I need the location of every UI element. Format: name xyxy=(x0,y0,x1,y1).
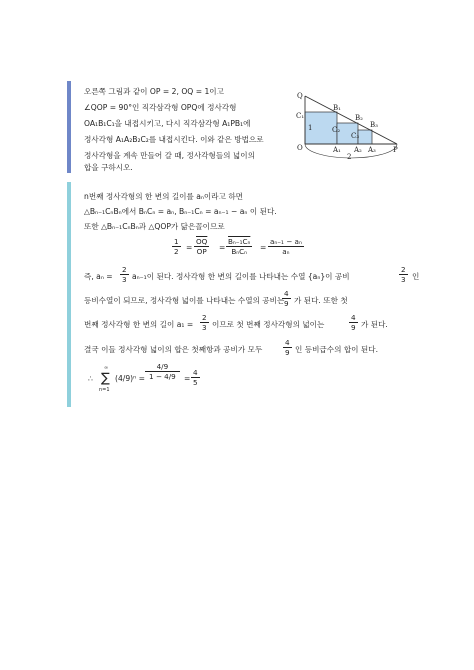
sum-result-num: 4 xyxy=(193,368,198,377)
frac-2-3-b-den: 3 xyxy=(401,275,406,284)
label-C2: C₂ xyxy=(332,126,341,134)
frac-half-num: 1 xyxy=(174,237,179,246)
frac-bc xyxy=(226,237,252,256)
eq-sign-2: = xyxy=(219,243,226,252)
solution-line-6a: 번째 정사각형 한 변의 길이 a₁ = xyxy=(84,320,194,329)
frac-a-num: aₙ₋₁ − aₙ xyxy=(270,237,302,246)
frac-op: $\overline{OP}$ xyxy=(196,247,207,256)
label-Q: Q xyxy=(297,92,303,100)
frac-2-3-b xyxy=(399,265,408,284)
square-3 xyxy=(358,130,372,144)
solution-line-6b: 이므로 첫 번째 정사각형의 넓이는 xyxy=(212,320,325,329)
frac-a xyxy=(268,237,304,256)
solution-line-3: 또한 △Bₙ₋₁CₙBₙ과 △QOP가 닮은꼴이므로 xyxy=(84,222,225,231)
eq-sign-1: = xyxy=(186,243,193,252)
frac-4-9-c xyxy=(283,338,292,357)
solution-accent-bar xyxy=(67,182,71,407)
problem-line-2: ∠QOP = 90°인 직각삼각형 OPQ에 정사각형 xyxy=(84,103,237,112)
label-B2: B₂ xyxy=(355,114,363,122)
label-O: O xyxy=(297,144,303,152)
label-C1: C₁ xyxy=(296,112,305,120)
label-A1: A₁ xyxy=(333,146,341,154)
label-length-1: 1 xyxy=(308,124,313,132)
frac-2-3-b-num: 2 xyxy=(401,265,406,274)
frac-4-9-a-den: 9 xyxy=(284,299,289,308)
problem-line-6: 합을 구하시오. xyxy=(84,163,133,172)
solution-line-5b: 가 된다. 또한 첫 xyxy=(294,296,348,305)
label-A3: A₃ xyxy=(368,146,376,154)
solution-line-4c: 인 xyxy=(412,272,420,281)
frac-a-den: aₙ xyxy=(282,247,290,256)
therefore-symbol: ∴ xyxy=(88,374,93,383)
label-length-2: 2 xyxy=(347,153,352,160)
solution-line-1: n번째 정사각형의 한 변의 길이를 aₙ이라고 하면 xyxy=(84,192,244,201)
frac-half xyxy=(172,237,181,256)
sum-result-den: 5 xyxy=(193,378,198,387)
solution-line-6c: 가 된다. xyxy=(361,320,388,329)
frac-2-3-c-den: 3 xyxy=(202,323,207,332)
solution-line-5a: 등비수열이 되므로, 정사각형 넓이를 나타내는 수열의 공비는 xyxy=(84,296,285,305)
label-C3: C₃ xyxy=(351,132,360,140)
label-B1: B₁ xyxy=(333,104,341,112)
sum-fraction-den: 1 − 4/9 xyxy=(149,372,176,381)
frac-bc-den: BₙCₙ xyxy=(231,247,248,256)
frac-half-den: 2 xyxy=(174,247,179,256)
eq-sign-3: = xyxy=(260,243,267,252)
frac-4-9-b-num: 4 xyxy=(351,313,356,322)
frac-2-3-c-num: 2 xyxy=(202,313,207,322)
sum-fraction xyxy=(145,362,180,381)
solution-line-4b: aₙ₋₁이 된다. 정사각형 한 변의 길이를 나타내는 수열 {aₙ}이 공비 xyxy=(132,272,350,281)
frac-4-9-b xyxy=(349,313,358,332)
frac-bc-num: Bₙ₋₁Cₙ xyxy=(228,237,251,246)
frac-2-3-a xyxy=(120,265,129,284)
problem-line-1: 오른쪽 그림과 같이 OP = 2, OQ = 1이고 xyxy=(84,87,224,96)
sigma-upper: ∞ xyxy=(104,365,109,371)
sum-term: (4/9)ⁿ = xyxy=(115,374,145,383)
problem-line-4: 정사각형 A₁A₂B₂C₂를 내접시킨다. 이와 같은 방법으로 xyxy=(84,135,264,144)
solution-line-7a: 결국 이들 정사각형 넓이의 합은 첫째항과 공비가 모두 xyxy=(84,345,263,354)
solution-line-2: △Bₙ₋₁CₙBₙ에서 BₙCₙ = aₙ, Bₙ₋₁Cₙ = aₙ₋₁ − aₙ 이 된다. xyxy=(84,207,277,216)
solution-line-4a: 즉, aₙ = xyxy=(84,272,113,281)
frac-4-9-a xyxy=(282,289,291,308)
problem-accent-bar xyxy=(67,81,71,173)
problem-line-5: 정사각형을 계속 만들어 갈 때, 정사각형들의 넓이의 xyxy=(84,151,255,160)
sum-result xyxy=(191,368,200,387)
sigma-symbol: ∑ xyxy=(101,371,110,386)
sum-eq-sign: = xyxy=(184,374,191,383)
frac-2-3-c xyxy=(200,313,209,332)
frac-2-3-a-den: 3 xyxy=(122,275,127,284)
frac-4-9-a-num: 4 xyxy=(284,289,289,298)
frac-2-3-a-num: 2 xyxy=(122,265,127,274)
solution-line-7b: 인 등비급수의 합이 된다. xyxy=(295,345,379,354)
frac-4-9-c-den: 9 xyxy=(285,348,290,357)
frac-oq: $\overline{OQ}$ xyxy=(196,237,208,246)
sigma-lower: n=1 xyxy=(99,387,110,393)
label-A2: A₂ xyxy=(354,146,362,154)
problem-line-3: OA₁B₁C₁을 내접시키고, 다시 직각삼각형 A₁PB₁에 xyxy=(84,119,251,128)
sum-fraction-num: 4/9 xyxy=(145,362,180,372)
frac-oq-op xyxy=(194,237,209,256)
triangle-figure xyxy=(295,80,400,160)
frac-4-9-b-den: 9 xyxy=(351,323,356,332)
label-B3: B₃ xyxy=(370,121,378,129)
frac-4-9-c-num: 4 xyxy=(285,338,290,347)
label-P: P xyxy=(393,146,398,154)
